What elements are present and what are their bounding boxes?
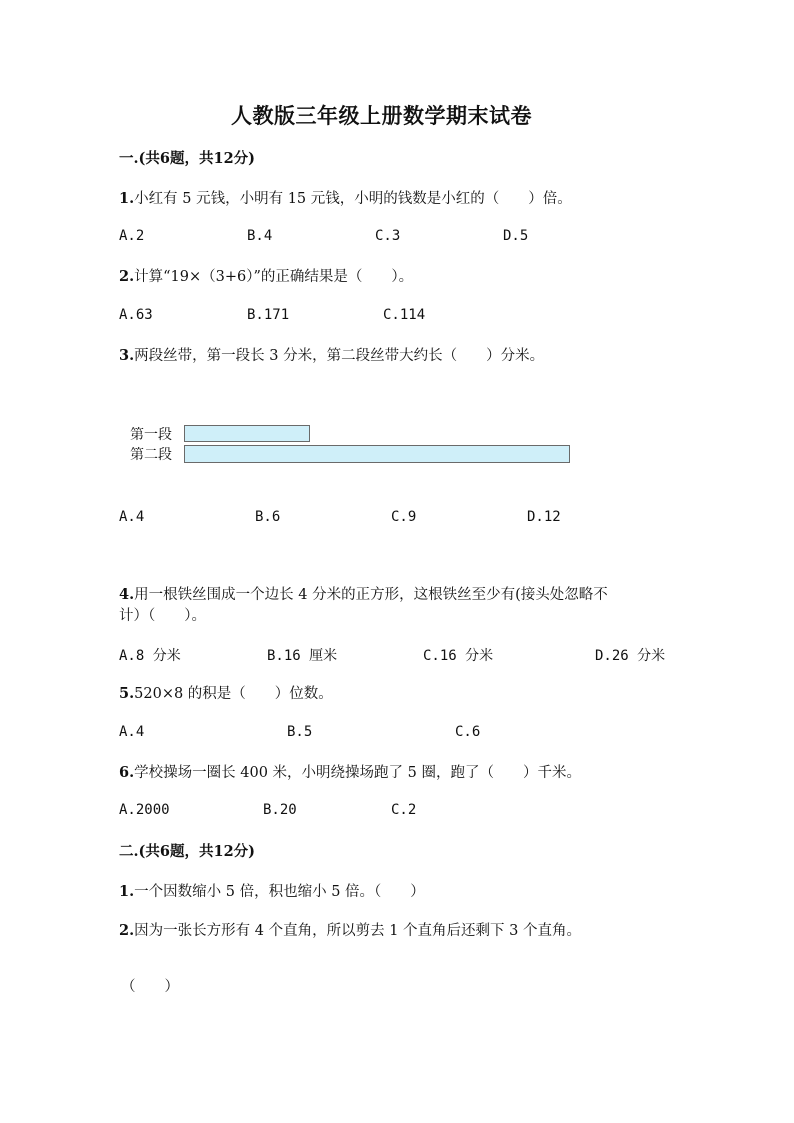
question-4 bbox=[119, 583, 608, 604]
true-false-question-2 bbox=[119, 919, 581, 940]
option-a[interactable]: A.4 bbox=[119, 724, 145, 740]
option-c[interactable]: C.114 bbox=[383, 307, 426, 323]
option-a[interactable]: A.4 bbox=[119, 509, 145, 525]
question-1 bbox=[119, 187, 572, 208]
answer-blank[interactable]: （ ） bbox=[121, 979, 179, 995]
ribbon-label-first: 第一段 bbox=[130, 427, 172, 443]
section-2-heading: 二.(共6题，共12分) bbox=[119, 843, 256, 860]
question-number: 3. bbox=[119, 347, 135, 364]
ribbon-label-second: 第二段 bbox=[130, 447, 172, 463]
question-text: 计算“19×（3+6）”的正确结果是（ ）。 bbox=[134, 269, 414, 285]
ribbon-bar-second bbox=[184, 445, 570, 463]
question-number: 2. bbox=[119, 268, 135, 285]
question-text: 小红有 5 元钱，小明有 15 元钱，小明的钱数是小红的（ ）倍。 bbox=[134, 191, 572, 207]
question-3 bbox=[119, 344, 544, 365]
question-number: 6. bbox=[119, 764, 135, 781]
option-c[interactable]: C.3 bbox=[375, 228, 401, 244]
option-a[interactable]: A.8 分米 bbox=[119, 648, 181, 664]
option-c[interactable]: C.9 bbox=[391, 509, 417, 525]
question-text: 一个因数缩小 5 倍，积也缩小 5 倍。（ ） bbox=[134, 884, 425, 900]
option-c[interactable]: C.2 bbox=[391, 802, 417, 818]
option-c[interactable]: C.6 bbox=[455, 724, 481, 740]
section-1-heading: 一.(共6题，共12分) bbox=[119, 150, 256, 167]
question-text: 因为一张长方形有 4 个直角，所以剪去 1 个直角后还剩下 3 个直角。 bbox=[134, 923, 581, 939]
question-text: 两段丝带，第一段长 3 分米，第二段丝带大约长（ ）分米。 bbox=[134, 348, 545, 364]
option-a[interactable]: A.63 bbox=[119, 307, 153, 323]
ribbon-bar-first bbox=[184, 425, 310, 442]
option-a[interactable]: A.2000 bbox=[119, 802, 170, 818]
page-title: 人教版三年级上册数学期末试卷 bbox=[231, 103, 532, 128]
option-b[interactable]: B.6 bbox=[255, 509, 281, 525]
option-b[interactable]: B.20 bbox=[263, 802, 297, 818]
question-5 bbox=[119, 682, 333, 703]
option-a[interactable]: A.2 bbox=[119, 228, 145, 244]
question-number: 1. bbox=[119, 190, 135, 207]
option-d[interactable]: D.5 bbox=[503, 228, 529, 244]
question-2 bbox=[119, 265, 413, 286]
option-d[interactable]: D.26 分米 bbox=[595, 648, 666, 664]
question-6 bbox=[119, 761, 581, 782]
question-number: 2. bbox=[119, 922, 135, 939]
option-b[interactable]: B.4 bbox=[247, 228, 273, 244]
question-text-line1: 用一根铁丝围成一个边长 4 分米的正方形，这根铁丝至少有(接头处忽略不 bbox=[134, 587, 608, 603]
question-number: 1. bbox=[119, 883, 135, 900]
question-4-line2: 计）（ ）。 bbox=[119, 608, 206, 624]
true-false-question-1 bbox=[119, 880, 425, 901]
question-text: 学校操场一圈长 400 米，小明绕操场跑了 5 圈，跑了（ ）千米。 bbox=[134, 765, 581, 781]
option-b[interactable]: B.171 bbox=[247, 307, 290, 323]
question-text: 520×8 的积是（ ）位数。 bbox=[134, 686, 333, 702]
question-number: 4. bbox=[119, 586, 135, 603]
option-b[interactable]: B.5 bbox=[287, 724, 313, 740]
option-c[interactable]: C.16 分米 bbox=[423, 648, 494, 664]
question-number: 5. bbox=[119, 685, 135, 702]
option-b[interactable]: B.16 厘米 bbox=[267, 648, 338, 664]
option-d[interactable]: D.12 bbox=[527, 509, 561, 525]
